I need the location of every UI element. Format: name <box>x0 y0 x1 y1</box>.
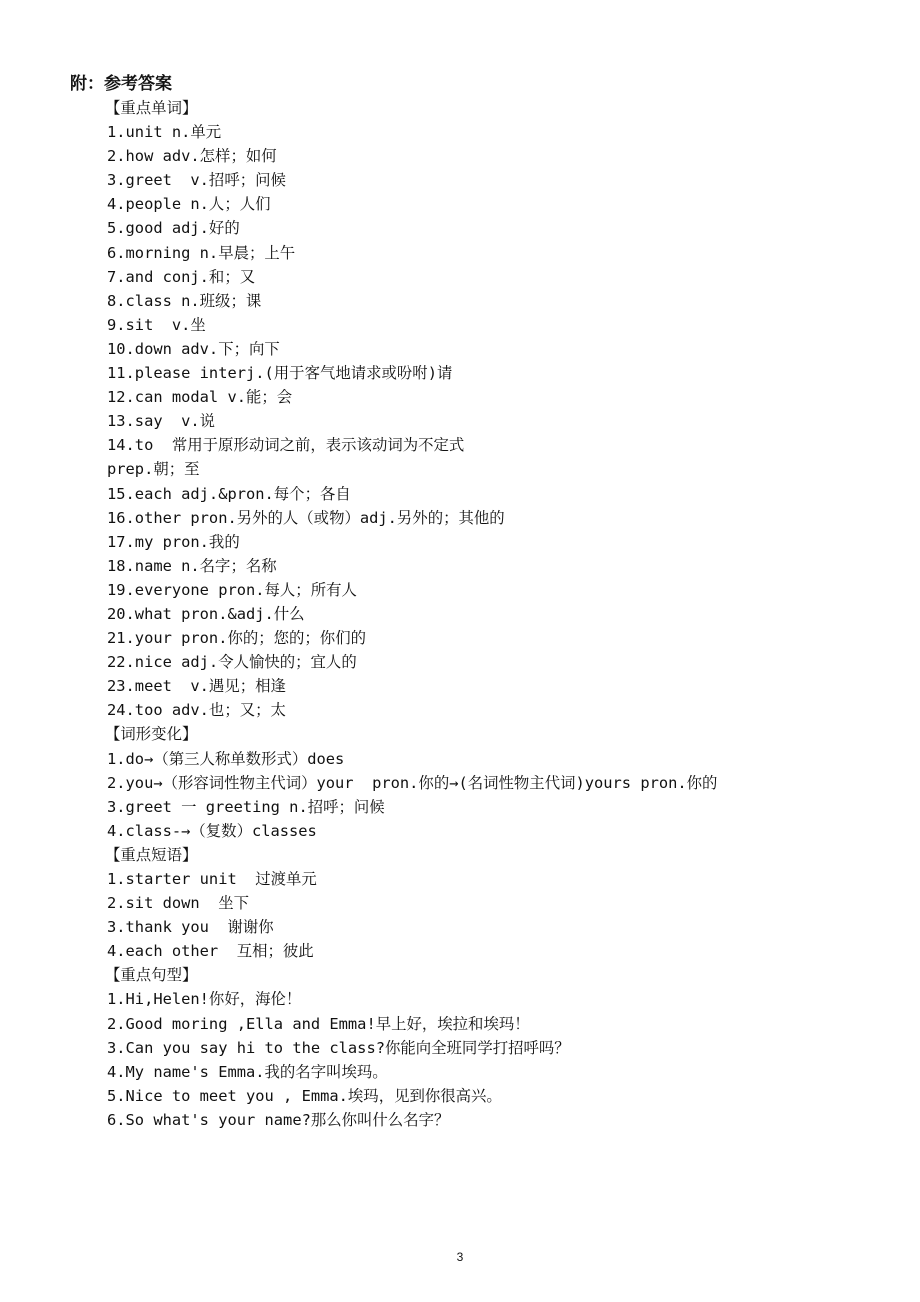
vocab-item-continuation: prep.朝；至 <box>107 460 200 479</box>
vocab-item: 7.and conj.和；又 <box>107 267 256 286</box>
vocab-item: 6.morning n.早晨；上午 <box>107 243 296 262</box>
vocab-item: 18.name n.名字；名称 <box>107 556 277 575</box>
page-number: 3 <box>456 1250 464 1264</box>
word-form-item: 1.do→（第三人称单数形式）does <box>107 749 345 768</box>
vocab-item: 19.everyone pron.每人；所有人 <box>107 580 357 599</box>
vocab-item: 14.to 常用于原形动词之前，表示该动词为不定式 <box>107 436 465 455</box>
sentence-item: 2.Good moring ,Ella and Emma!早上好，埃拉和埃玛！ <box>107 1014 530 1033</box>
vocab-item: 13.say v.说 <box>107 412 216 431</box>
vocab-item: 24.too adv.也；又；太 <box>107 701 286 720</box>
vocab-item: 12.can modal v.能；会 <box>107 388 293 407</box>
page-heading: 附：参考答案 <box>70 74 172 94</box>
phrase-item: 3.thank you 谢谢你 <box>107 918 274 937</box>
vocab-item: 11.please interj.(用于客气地请求或吩咐)请 <box>107 364 453 383</box>
vocab-item: 17.my pron.我的 <box>107 532 240 551</box>
vocab-item: 10.down adv.下；向下 <box>107 339 280 358</box>
vocab-item: 15.each adj.&pron.每个；各自 <box>107 484 351 503</box>
vocab-item: 8.class n.班级；课 <box>107 291 262 310</box>
answer-key-content <box>107 96 897 1132</box>
sentence-item: 5.Nice to meet you , Emma.埃玛，见到你很高兴。 <box>107 1086 502 1105</box>
sentence-item: 6.So what's your name?那么你叫什么名字？ <box>107 1110 450 1129</box>
vocab-item: 4.people n.人；人们 <box>107 195 271 214</box>
sentence-item: 1.Hi,Helen!你好，海伦！ <box>107 990 302 1009</box>
vocab-item: 16.other pron.另外的人（或物）adj.另外的；其他的 <box>107 508 505 527</box>
vocab-item: 9.sit v.坐 <box>107 315 206 334</box>
vocab-item: 1.unit n.单元 <box>107 123 222 142</box>
sentence-item: 3.Can you say hi to the class?你能向全班同学打招呼吗？ <box>107 1038 570 1057</box>
word-form-item: 3.greet 一 greeting n.招呼；问候 <box>107 797 385 816</box>
word-form-item: 4.class-→（复数）classes <box>107 821 317 840</box>
phrase-item: 1.starter unit 过渡单元 <box>107 870 317 888</box>
vocab-item: 22.nice adj.令人愉快的；宜人的 <box>107 653 357 672</box>
vocab-item: 2.how adv.怎样；如何 <box>107 147 277 166</box>
phrase-item: 4.each other 互相；彼此 <box>107 942 314 961</box>
section-title-phrases: 【重点短语】 <box>105 845 198 864</box>
section-title-vocab: 【重点单词】 <box>105 99 198 117</box>
vocab-item: 21.your pron.你的；您的；你们的 <box>107 629 366 648</box>
phrase-item: 2.sit down 坐下 <box>107 894 249 913</box>
word-form-item: 2.you→（形容词性物主代词）your pron.你的→(名词性物主代词)yours pron.你的 <box>107 773 718 792</box>
vocab-item: 5.good adj.好的 <box>107 219 240 238</box>
vocab-item: 23.meet v.遇见；相逢 <box>107 677 286 696</box>
vocab-item: 3.greet v.招呼；问候 <box>107 171 286 190</box>
vocab-item: 20.what pron.&adj.什么 <box>107 604 305 623</box>
sentence-item: 4.My name's Emma.我的名字叫埃玛。 <box>107 1062 388 1081</box>
section-title-word-forms: 【词形变化】 <box>105 725 198 744</box>
section-title-sentences: 【重点句型】 <box>105 966 198 985</box>
